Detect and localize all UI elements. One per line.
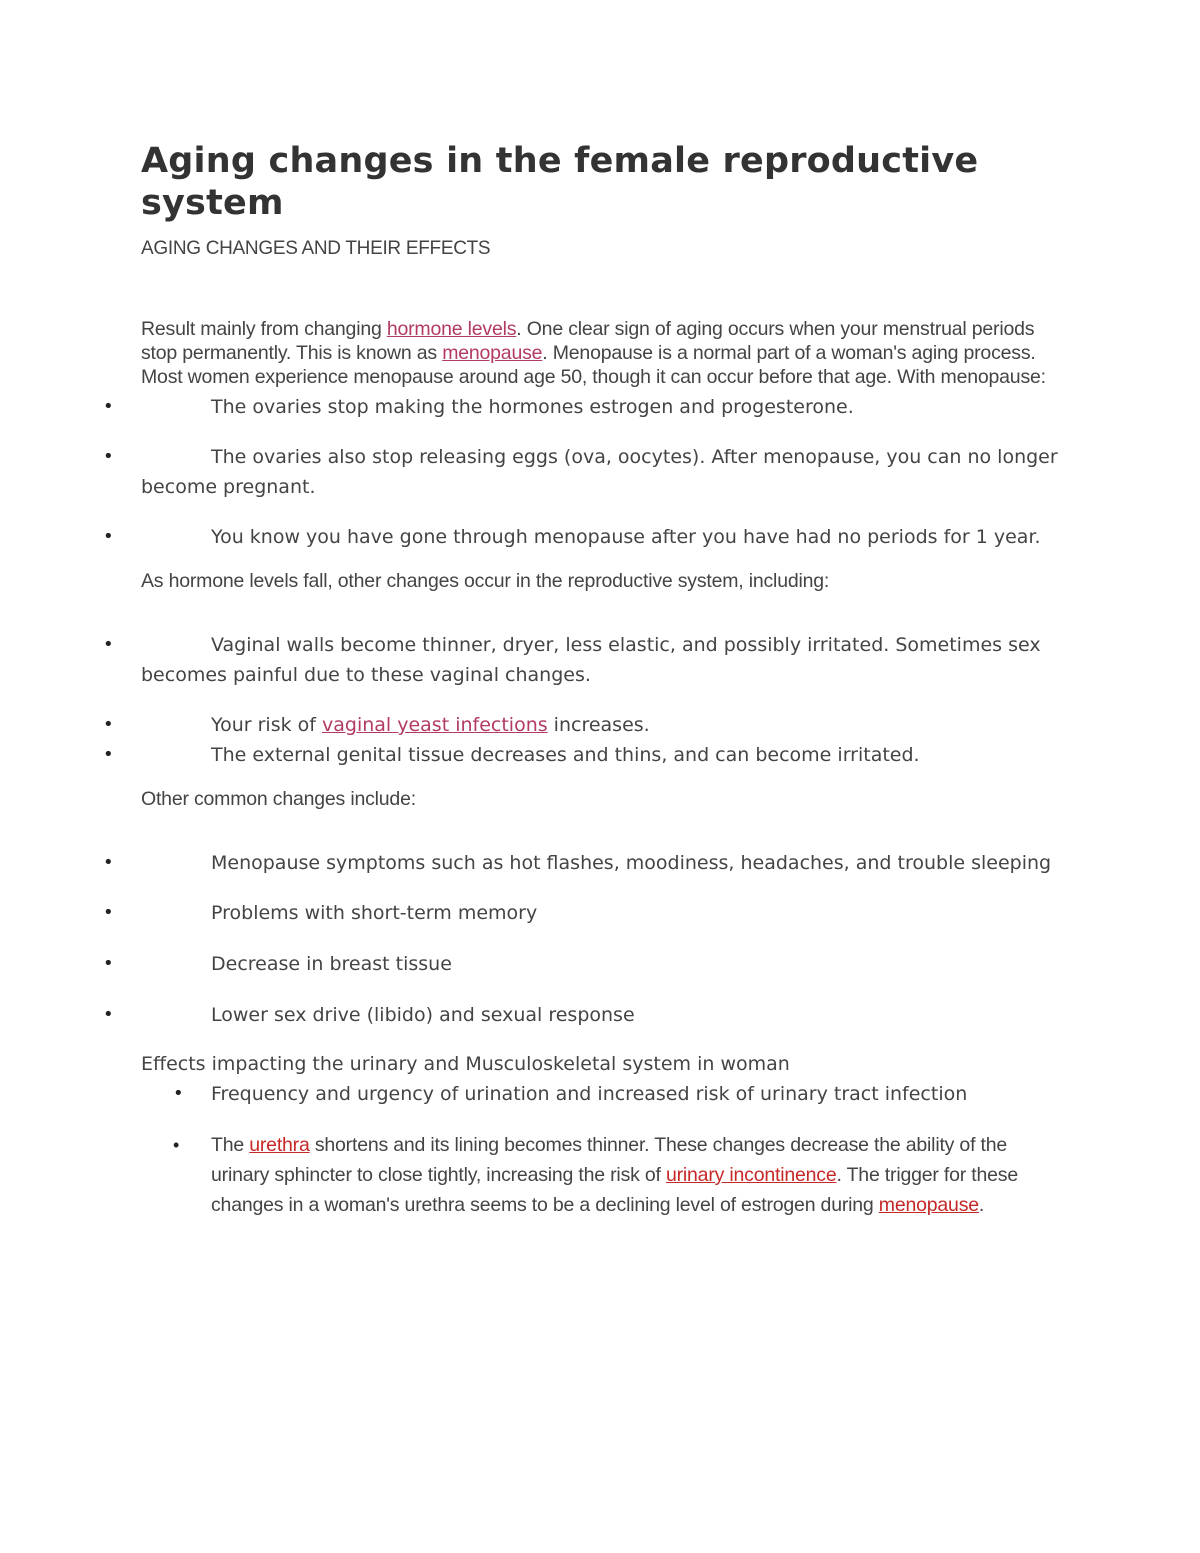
list-item (103, 522, 1061, 552)
list-item (103, 442, 1061, 502)
bullet-icon: • (103, 714, 114, 735)
list-item-text: Decrease in breast tissue (211, 953, 452, 975)
bullet-icon: • (103, 852, 114, 873)
list-item-text: Vaginal walls become thinner, dryer, less elastic, and possibly irritated. Sometimes sex becomes painful due to these vaginal changes. (141, 634, 1041, 686)
list-item (103, 1000, 1061, 1030)
bullet-icon: • (103, 953, 114, 974)
bullet-icon: • (173, 1083, 184, 1104)
section-subtitle: AGING CHANGES AND THEIR EFFECTS (141, 238, 491, 259)
list-item-text: Menopause symptoms such as hot flashes, moodiness, headaches, and trouble sleeping (211, 852, 1052, 874)
intro-text-1: Result mainly from changing (141, 318, 387, 340)
list-item (173, 1130, 1061, 1220)
list-item-text-d: . (978, 1194, 985, 1216)
intro-text-2: . One clear sign of aging occurs when your menstrual periods stop permanently. This is known as (141, 318, 1035, 364)
list-item-text-pre: Your risk of (211, 714, 322, 736)
list-item-text: Lower sex drive (libido) and sexual response (211, 1004, 635, 1026)
urinary-incontinence-link[interactable]: urinary incontinence (665, 1164, 837, 1186)
list-item (173, 1079, 1061, 1109)
list-item-text-a: The (211, 1134, 250, 1156)
menopause-link[interactable]: menopause (442, 342, 543, 364)
bullet-icon: • (103, 902, 114, 923)
list-item-text: You know you have gone through menopause after you have had no periods for 1 year. (211, 526, 1041, 548)
other-changes-paragraph: Other common changes include: (141, 788, 416, 810)
list-item (103, 898, 1061, 928)
list-item (103, 630, 1061, 690)
bullet-icon: • (103, 446, 114, 467)
intro-text-3: . Menopause is a normal part of a woman's aging process. Most women experience menopause around age 50, though it can occur before that age. With menopause: (141, 342, 1046, 388)
bullet-icon: • (103, 526, 114, 547)
list-item-text: The external genital tissue decreases and thins, and can become irritated. (211, 744, 920, 766)
effects-heading: Effects impacting the urinary and Musculoskeletal system in woman (141, 1053, 790, 1075)
other-changes-list (103, 848, 1061, 1030)
bullet-icon: • (173, 1135, 180, 1155)
reproductive-changes-paragraph: As hormone levels fall, other changes occur in the reproductive system, including: (141, 570, 830, 592)
page-title: Aging changes in the female reproductive system (141, 141, 979, 223)
list-item-text: The ovaries also stop releasing eggs (ova, oocytes). After menopause, you can no longer become pregnant. (141, 446, 1058, 498)
list-item-text-post: increases. (547, 714, 650, 736)
intro-paragraph (141, 317, 1061, 389)
list-item (103, 392, 1061, 422)
bullet-icon: • (103, 634, 114, 655)
list-item-text: Frequency and urgency of urination and increased risk of urinary tract infection (211, 1083, 968, 1105)
urethra-link[interactable]: urethra (249, 1134, 310, 1156)
urinary-effects-list (141, 1079, 1061, 1220)
list-item-text: The ovaries stop making the hormones estrogen and progesterone. (211, 396, 854, 418)
document-page (103, 140, 1061, 1220)
list-item (103, 848, 1061, 878)
bullet-icon: • (103, 744, 114, 765)
menopause-effects-list (103, 392, 1061, 552)
list-item-text-c: . The trigger for these changes in a woman's urethra seems to be a declining level of estrogen during (211, 1164, 1018, 1216)
bullet-icon: • (103, 396, 114, 417)
list-item (103, 949, 1061, 979)
vaginal-yeast-infections-link[interactable]: vaginal yeast infections (322, 714, 548, 736)
list-item-text: Problems with short-term memory (211, 902, 538, 924)
reproductive-changes-list (103, 630, 1061, 770)
bullet-icon: • (103, 1004, 114, 1025)
list-item (103, 710, 1061, 740)
menopause-link-2[interactable]: menopause (878, 1194, 979, 1216)
list-item-text-b: shortens and its lining becomes thinner. These changes decrease the ability of the urinary sphincter to close tightly, increasing the risk of (211, 1134, 1008, 1186)
hormone-levels-link[interactable]: hormone levels (386, 318, 517, 340)
list-item (103, 740, 1061, 770)
